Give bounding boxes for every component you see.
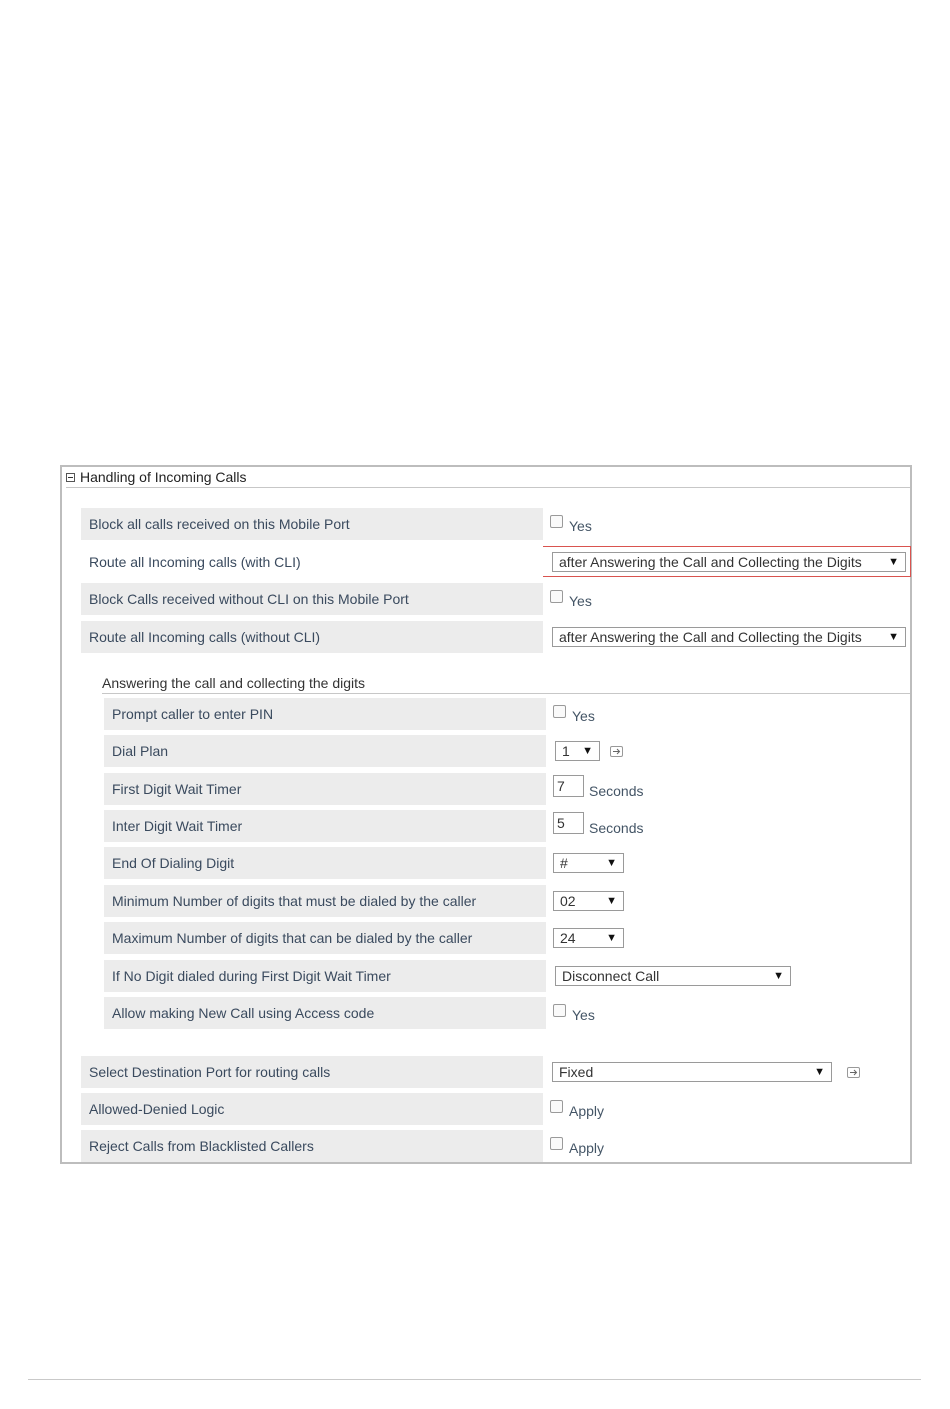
block-without-cli-checkbox[interactable]: [550, 590, 563, 603]
max-digits-value: 24: [560, 930, 576, 946]
collapse-icon[interactable]: [66, 473, 75, 482]
chevron-down-icon: ▼: [773, 970, 784, 982]
no-digit-label: If No Digit dialed during First Digit Wait Timer: [104, 960, 546, 992]
block-without-cli-row: [81, 583, 911, 615]
chevron-down-icon: ▼: [888, 556, 899, 568]
incoming-calls-panel: [60, 465, 912, 1164]
page-footer-divider: [28, 1379, 921, 1380]
max-digits-select[interactable]: [553, 928, 624, 948]
inter-digit-timer-label: Inter Digit Wait Timer: [104, 810, 546, 842]
subsection-header: [102, 675, 910, 694]
allowed-denied-checkbox[interactable]: [550, 1100, 563, 1113]
dest-port-select[interactable]: [552, 1062, 832, 1082]
access-code-checkbox[interactable]: [553, 1004, 566, 1017]
prompt-pin-row: [104, 698, 904, 730]
blacklist-row: [81, 1130, 911, 1162]
route-without-cli-value: after Answering the Call and Collecting the Digits: [559, 629, 862, 645]
access-code-label: Allow making New Call using Access code: [104, 997, 546, 1029]
end-digit-select[interactable]: [553, 853, 624, 873]
chevron-down-icon: ▼: [606, 895, 617, 907]
no-digit-value: Disconnect Call: [562, 968, 660, 984]
blacklist-option: Apply: [569, 1140, 605, 1156]
blacklist-label: Reject Calls from Blacklisted Callers: [81, 1130, 543, 1162]
prompt-pin-option: Yes: [572, 708, 595, 724]
block-all-label: Block all calls received on this Mobile Port: [81, 508, 543, 540]
access-code-option: Yes: [572, 1007, 595, 1023]
end-digit-value: #: [560, 855, 568, 871]
dial-plan-row: [104, 735, 904, 767]
route-without-cli-select[interactable]: [552, 627, 906, 647]
inter-digit-timer-unit: Seconds: [589, 820, 644, 836]
allowed-denied-option: Apply: [569, 1103, 605, 1119]
access-code-row: [104, 997, 904, 1029]
dest-port-label: Select Destination Port for routing calls: [81, 1056, 543, 1088]
subsection-title: Answering the call and collecting the digits: [102, 675, 366, 691]
dial-plan-label: Dial Plan: [104, 735, 546, 767]
blacklist-checkbox[interactable]: [550, 1137, 563, 1150]
chevron-down-icon: ▼: [814, 1066, 825, 1078]
route-without-cli-row: [81, 621, 911, 653]
chevron-down-icon: ▼: [582, 745, 593, 757]
dest-port-value: Fixed: [559, 1064, 594, 1080]
min-digits-select[interactable]: [553, 891, 624, 911]
prompt-pin-label: Prompt caller to enter PIN: [104, 698, 546, 730]
max-digits-row: [104, 922, 904, 954]
prompt-pin-checkbox[interactable]: [553, 705, 566, 718]
go-arrow-icon[interactable]: [847, 1067, 860, 1078]
first-digit-timer-input[interactable]: 7: [553, 775, 584, 797]
first-digit-timer-row: [104, 773, 904, 805]
route-with-cli-select[interactable]: [552, 552, 906, 572]
dial-plan-value: 1: [562, 743, 570, 759]
min-digits-value: 02: [560, 893, 576, 909]
route-with-cli-row: [81, 546, 911, 578]
section-title: Handling of Incoming Calls: [80, 469, 247, 485]
allowed-denied-row: [81, 1093, 911, 1125]
dial-plan-select[interactable]: [555, 741, 600, 761]
block-all-checkbox[interactable]: [550, 515, 563, 528]
first-digit-timer-unit: Seconds: [589, 783, 644, 799]
route-with-cli-value: after Answering the Call and Collecting the Digits: [559, 554, 862, 570]
block-without-cli-option: Yes: [569, 593, 592, 609]
route-with-cli-label: Route all Incoming calls (with CLI): [81, 546, 543, 578]
end-digit-label: End Of Dialing Digit: [104, 847, 546, 879]
section-header[interactable]: [66, 467, 910, 488]
dest-port-row: [81, 1056, 911, 1088]
inter-digit-timer-input[interactable]: 5: [553, 812, 584, 834]
no-digit-row: [104, 960, 904, 992]
chevron-down-icon: ▼: [888, 631, 899, 643]
first-digit-timer-label: First Digit Wait Timer: [104, 773, 546, 805]
block-all-option: Yes: [569, 518, 592, 534]
inter-digit-timer-row: [104, 810, 904, 842]
chevron-down-icon: ▼: [606, 857, 617, 869]
min-digits-row: [104, 885, 904, 917]
allowed-denied-label: Allowed-Denied Logic: [81, 1093, 543, 1125]
end-digit-row: [104, 847, 904, 879]
chevron-down-icon: ▼: [606, 932, 617, 944]
block-all-row: [81, 508, 911, 540]
block-without-cli-label: Block Calls received without CLI on this Mobile Port: [81, 583, 543, 615]
no-digit-select[interactable]: [555, 966, 791, 986]
max-digits-label: Maximum Number of digits that can be dialed by the caller: [104, 922, 546, 954]
route-without-cli-label: Route all Incoming calls (without CLI): [81, 621, 543, 653]
min-digits-label: Minimum Number of digits that must be dialed by the caller: [104, 885, 546, 917]
go-arrow-icon[interactable]: [610, 746, 623, 757]
